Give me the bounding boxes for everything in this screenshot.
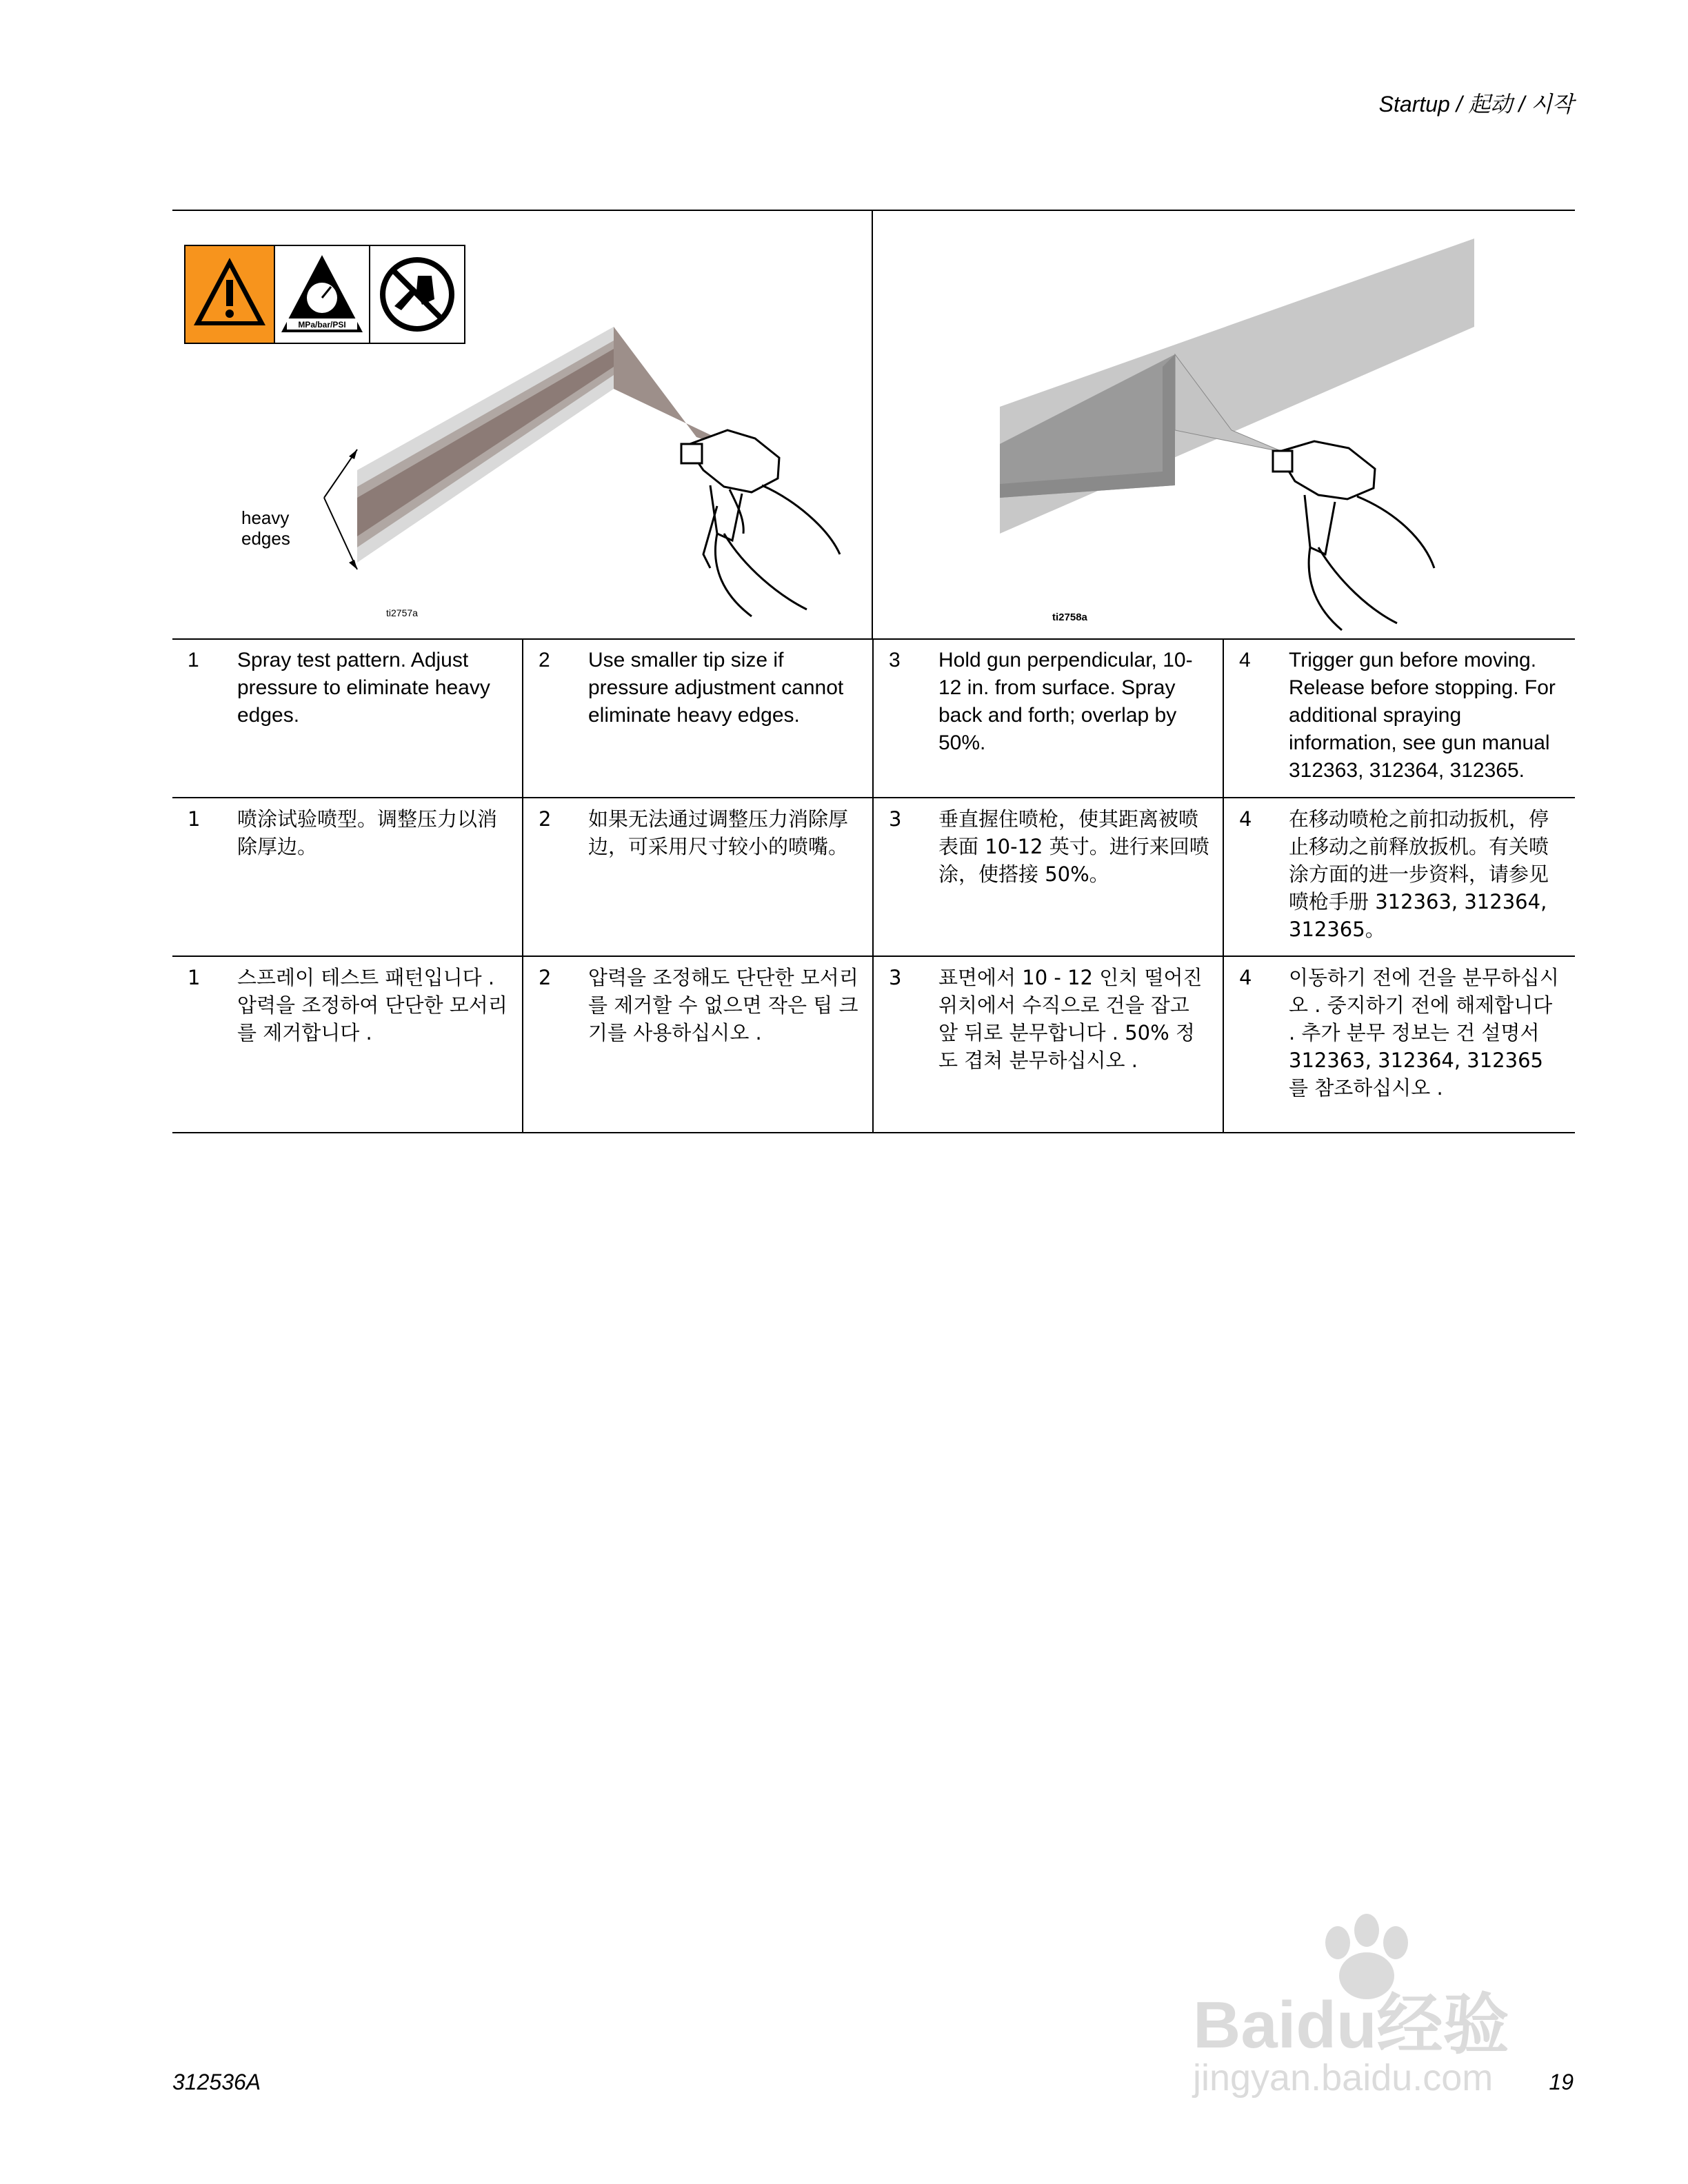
step-cell [1224, 957, 1575, 1114]
watermark-brand: Baidu经验 [1193, 1988, 1509, 2062]
heavy-edges-caption-2: edges [241, 528, 290, 549]
step-cell [523, 957, 872, 1059]
step-number: 2 [539, 807, 552, 831]
step-text: 垂直握住喷枪，使其距离被喷表面 10-12 英寸。进行来回喷涂，使搭接 50%。 [938, 807, 1209, 886]
step-cell [523, 640, 872, 742]
step-text: 在移动喷枪之前扣动扳机，停止移动之前释放扳机。有关喷涂方面的进一步资料，请参见喷枪手册 312363, 312364, 312365。 [1289, 807, 1549, 941]
warning-icon-strip [185, 245, 465, 343]
chinese-instructions-row [172, 798, 1575, 956]
document-number: 312536A [172, 2070, 261, 2094]
step-number: 1 [188, 649, 199, 671]
step-cell [874, 640, 1223, 769]
step-cell [172, 640, 522, 742]
step-text: Trigger gun before moving. Release before stopping. For additional spraying information, see gun manual 312363, 312364, 312365. [1289, 649, 1556, 782]
step-text: 如果无法通过调整压力消除厚边，可采用尺寸较小的喷嘴。 [588, 807, 849, 858]
step-number: 4 [1239, 649, 1251, 671]
step-cell [172, 798, 522, 873]
step-text: Hold gun perpendicular, 10-12 in. from surface. Spray back and forth; overlap by 50%. [938, 649, 1193, 754]
english-instructions-row [172, 639, 1575, 798]
step-cell [1224, 798, 1575, 956]
step-number: 3 [889, 649, 901, 671]
heavy-edges-illustration [172, 210, 872, 638]
spray-gun-icon [681, 430, 840, 616]
instructions-table [172, 638, 1575, 1133]
step-cell [874, 798, 1223, 900]
step-number: 3 [889, 966, 902, 989]
gauge-label: MPa/bar/PSI [298, 320, 346, 330]
step-number: 2 [539, 966, 552, 989]
left-figure-id: ti2757a [386, 607, 418, 618]
page-section-title: Startup / 起动 / 시작 [1378, 92, 1574, 117]
step-cell [1224, 640, 1575, 797]
step-number: 2 [539, 649, 550, 671]
spray-gun-icon-right [1273, 441, 1434, 630]
watermark-url: jingyan.baidu.com [1193, 2057, 1494, 2099]
korean-instructions-row [172, 956, 1575, 1133]
step-cell [874, 957, 1223, 1086]
step-text: 喷涂试验喷型。调整压力以消除厚边。 [237, 807, 498, 858]
right-figure-id: ti2758a [1052, 611, 1087, 623]
baidu-watermark [1186, 1910, 1572, 2103]
step-number: 3 [889, 807, 902, 831]
step-text: 압력을 조정해도 단단한 모서리를 제거할 수 없으면 작은 팁 크기를 사용하십시오 . [588, 966, 858, 1044]
step-text: 스프레이 테스트 패턴입니다 . 압력을 조정하여 단단한 모서리를 제거합니다 . [237, 966, 508, 1044]
left-dimension-arrow [324, 449, 357, 569]
step-number: 1 [188, 966, 201, 989]
step-cell [172, 957, 522, 1059]
page-number: 19 [1549, 2070, 1574, 2094]
perpendicular-spray-illustration [873, 210, 1575, 638]
step-number: 4 [1239, 807, 1252, 831]
step-text: 표면에서 10 - 12 인치 떨어진 위치에서 수직으로 건을 잡고 앞 뒤로 분무합니다 . 50% 정도 겹쳐 분무하십시오 . [938, 966, 1203, 1072]
step-text: Spray test pattern. Adjust pressure to eliminate heavy edges. [237, 649, 490, 727]
step-text: 이동하기 전에 건을 분무하십시오 . 중지하기 전에 해제합니다 . 추가 분무 정보는 건 설명서 312363, 312364, 312365 를 참조하십시오 . [1289, 966, 1559, 1100]
step-cell [523, 798, 872, 873]
step-number: 4 [1239, 966, 1252, 989]
step-text: Use smaller tip size if pressure adjustment cannot eliminate heavy edges. [588, 649, 844, 727]
step-number: 1 [188, 807, 201, 831]
figure-area [172, 210, 1575, 638]
heavy-edges-caption-1: heavy [241, 507, 290, 528]
